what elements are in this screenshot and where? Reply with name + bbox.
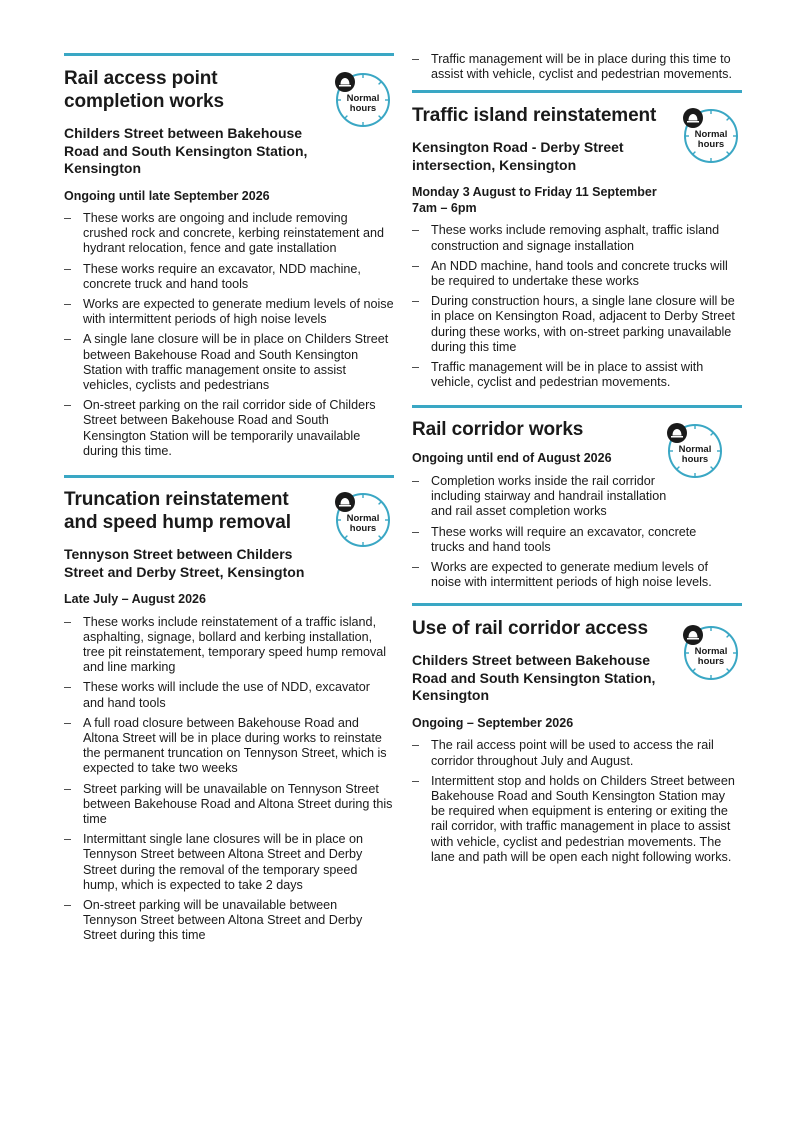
list-item: – On-street parking on the rail corridor side of Childers Street between Bakehouse Road and South Kensington Station will be temporarily unavailable during this time. bbox=[64, 398, 394, 459]
normal-hours-badge bbox=[334, 491, 392, 549]
list-item: – On-street parking will be unavailable between Tennyson Street between Altona Street and Derby Street during this time bbox=[64, 898, 394, 944]
section-location: Kensington Road - Derby Street intersection, Kensington bbox=[412, 139, 624, 173]
list-item: – An NDD machine, hand tools and concrete trucks will be required to undertake these works bbox=[412, 259, 742, 289]
list-item: – These works include removing asphalt, traffic island construction and signage installation bbox=[412, 223, 742, 253]
bullet-list bbox=[64, 211, 394, 459]
normal-hours-badge bbox=[666, 422, 724, 480]
list-item: – Works are expected to generate medium levels of noise with intermittent periods of high noise levels bbox=[64, 297, 394, 327]
bullet-list bbox=[412, 738, 742, 865]
list-item: – During construction hours, a single lane closure will be in place on Kensington Road, adjacent to Derby Street during these works, with on-street parking unavailable during this time bbox=[412, 294, 742, 355]
badge-line1: Normal bbox=[346, 513, 380, 525]
section-title: Rail access point completion works bbox=[64, 68, 224, 112]
list-item: – Intermittent stop and holds on Childers Street between Bakehouse Road and South Kensington Station may be required when equipment is entering or exiting the rail corridor, with traffic management in place to assist with vehicle, cyclist and pedestrian movements. The lane and path will be open each night following works. bbox=[412, 774, 742, 865]
list-item: – Intermittant single lane closures will be in place on Tennyson Street between Altona Street and Derby Street during the removal of the temporary speed hump, which is expected to take 2 days bbox=[64, 832, 394, 893]
section-truncation-reinstatement bbox=[64, 475, 394, 944]
normal-hours-badge bbox=[682, 624, 740, 682]
section-timing: Ongoing until late September 2026 bbox=[64, 188, 270, 203]
badge-line2: hours bbox=[697, 139, 725, 151]
list-item: – These works include reinstatement of a traffic island, asphalting, signage, bollard and kerbing installation, tree pit reinstatement, temporary speed hump removal and line marking bbox=[64, 615, 394, 676]
badge-line1: Normal bbox=[694, 646, 728, 658]
badge-line1: Normal bbox=[346, 93, 380, 104]
section-location: Childers Street between Bakehouse Road and South Kensington Station, Kensington bbox=[412, 652, 656, 704]
section-title: Traffic island reinstatement bbox=[412, 105, 657, 127]
section-use-of-rail-corridor-access bbox=[412, 603, 742, 865]
bullet-list bbox=[64, 615, 394, 944]
list-item: – These works are ongoing and include removing crushed rock and concrete, kerbing reinstatement and hydrant relocation, fence and gate installation bbox=[64, 211, 394, 257]
section-rail-corridor-works bbox=[412, 405, 742, 590]
continued-bullet-list bbox=[412, 52, 742, 82]
badge-line2: hours bbox=[697, 656, 725, 668]
list-item: – These works require an excavator, NDD machine, concrete truck and hand tools bbox=[64, 262, 394, 292]
section-timing: Ongoing until end of August 2026 bbox=[412, 451, 612, 466]
bullet-list bbox=[412, 474, 742, 590]
badge-line2: hours bbox=[349, 523, 377, 535]
section-traffic-island bbox=[412, 90, 742, 390]
section-title: Truncation reinstatement and speed hump removal bbox=[64, 489, 291, 534]
badge-line1: Normal bbox=[678, 444, 712, 456]
section-timing: Ongoing – September 2026 bbox=[412, 715, 574, 730]
section-rail-access-point bbox=[64, 53, 394, 459]
normal-hours-badge bbox=[682, 107, 740, 165]
badge-line1: Normal bbox=[694, 129, 728, 141]
list-item: – Street parking will be unavailable on Tennyson Street between Bakehouse Road and Altona Street during this time bbox=[64, 782, 394, 828]
list-item: – These works will include the use of NDD, excavator and hand tools bbox=[64, 680, 394, 710]
list-item: – A single lane closure will be in place on Childers Street between Bakehouse Road and South Kensington Station with traffic management onsite to assist vehicles, cyclists and pedestrians bbox=[64, 332, 394, 393]
list-item: – These works will require an excavator, concrete trucks and hand tools bbox=[412, 525, 732, 555]
list-item: – A full road closure between Bakehouse Road and Altona Street will be in place during works to reinstate the permanent truncation on Tennyson Street, which is expected to take two weeks bbox=[64, 716, 394, 777]
section-timing: Late July – August 2026 bbox=[64, 592, 206, 607]
section-title: Use of rail corridor access bbox=[412, 618, 648, 640]
badge-line2: hours bbox=[349, 103, 377, 114]
badge-line2: hours bbox=[681, 454, 709, 466]
section-title: Rail corridor works bbox=[412, 419, 584, 441]
left-column bbox=[64, 0, 394, 949]
list-item: – Completion works inside the rail corridor including stairway and handrail installation and rail asset completion works bbox=[412, 474, 732, 520]
section-location: Childers Street between Bakehouse Road and South Kensington Station, Kensington bbox=[64, 125, 308, 176]
list-item: – Traffic management will be in place to assist with vehicle, cyclist and pedestrian movements. bbox=[412, 360, 742, 390]
section-timing: Monday 3 August to Friday 11 September 7am – 6pm bbox=[412, 185, 657, 215]
bullet-list bbox=[412, 223, 742, 390]
normal-hours-badge bbox=[334, 71, 392, 129]
list-item: – The rail access point will be used to access the rail corridor throughout July and August. bbox=[412, 738, 742, 768]
list-item: – Works are expected to generate medium levels of noise with intermittent periods of high noise levels. bbox=[412, 560, 732, 590]
list-item: – Traffic management will be in place during this time to assist with vehicle, cyclist and pedestrian movements. bbox=[412, 52, 742, 82]
right-column bbox=[412, 0, 742, 870]
section-location: Tennyson Street between Childers Street and Derby Street, Kensington bbox=[64, 546, 305, 580]
